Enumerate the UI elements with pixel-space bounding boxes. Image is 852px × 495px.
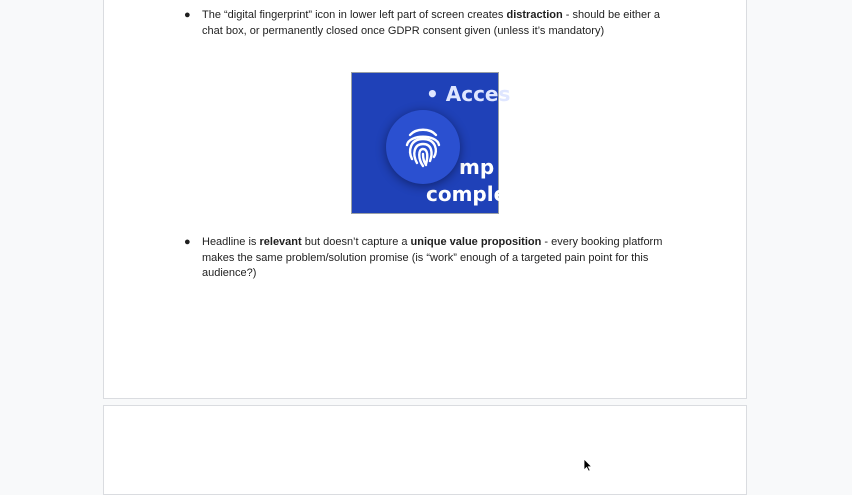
list-item-text <box>202 236 662 279</box>
text-run: The “digital fingerprint” icon in lower left part of screen creates <box>202 9 507 21</box>
bullet-dot: ● <box>184 9 191 21</box>
text-run: Headline is <box>202 236 260 248</box>
list-item-text <box>202 9 660 37</box>
text-run: - should be either a chat box, or permanently closed once GDPR consent given (unless it’s mandatory) <box>202 9 660 37</box>
document-page-next <box>103 405 747 495</box>
text-run: but doesn’t capture a <box>301 236 411 248</box>
document-page <box>103 0 747 399</box>
embedded-screenshot-image[interactable] <box>351 72 518 214</box>
image-text-line2: mp ir <box>459 155 518 179</box>
bold-text: relevant <box>259 236 302 248</box>
image-text-line3: comple <box>426 182 508 206</box>
image-text-access: • Acces <box>426 82 511 106</box>
fingerprint-icon <box>386 110 460 184</box>
bold-text: distraction <box>506 9 563 21</box>
mouse-pointer-icon <box>583 458 593 472</box>
bold-text: unique value proposition <box>410 236 542 248</box>
list-item <box>184 235 672 282</box>
list-item <box>184 8 672 39</box>
bullet-dot: ● <box>184 236 191 248</box>
text-run: - every booking platform makes the same problem/solution promise (is “work” enough of a targeted pain point for this audience?) <box>202 236 663 279</box>
